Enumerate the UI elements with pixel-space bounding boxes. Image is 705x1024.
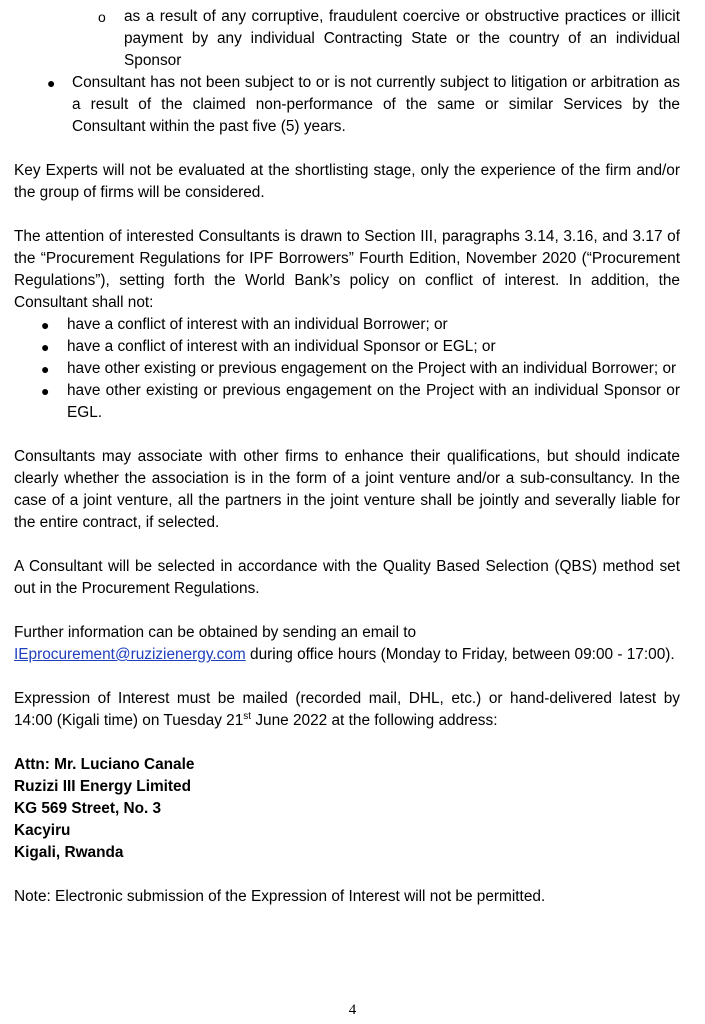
further-information-paragraph [14,644,680,666]
mailing-address [14,754,680,864]
list-item [14,336,680,358]
list-item-text: have other existing or previous engagement on the Project with an individual Borrower; or [67,360,677,377]
sub-list-item-text: as a result of any corruptive, fraudulent coercive or obstructive practices or illicit payment by any individual Contracting State or the country of an individual Sponsor [124,8,680,69]
list-item-text: have other existing or previous engagement on the Project with an individual Sponsor or EGL. [67,382,680,421]
address-line: Ruzizi III Energy Limited [14,778,192,795]
bullet-icon: ● [41,317,50,333]
office-hours-text: during office hours (Monday to Friday, between 09:00 - 17:00). [245,646,675,663]
bullet-icon: ● [41,383,50,399]
email-link[interactable]: IEprocurement@ruzizienergy.com [14,646,246,663]
bullet-icon: ● [41,361,50,377]
page-number: 4 [348,1002,357,1018]
conflict-of-interest-list [14,314,680,424]
list-item-text: have a conflict of interest with an individual Sponsor or EGL; or [67,338,496,355]
circle-bullet-icon: o [98,9,106,25]
association-paragraph: Consultants may associate with other firms to enhance their qualifications, but should indicate clearly whether the association is in the form of a joint venture and/or a sub-consultancy. In the case of a joint venture, all the partners in the joint venture shall be jointly and severally liable for the entire contract, if selected. [14,448,680,531]
list-item [14,314,680,336]
document-page [14,6,680,908]
list-item [14,358,680,380]
further-information-line: Further information can be obtained by sending an email to [14,624,417,641]
address-line: Attn: Mr. Luciano Canale [14,756,195,773]
deadline-text: Expression of Interest must be mailed (recorded mail, DHL, etc.) or hand-delivered latest by 14:00 (Kigali time) on Tuesday 21 [14,690,680,729]
date-ordinal-suffix: st [243,710,252,722]
list-item-text: have a conflict of interest with an individual Borrower; or [67,316,448,333]
list-item [14,380,680,424]
address-line: Kacyiru [14,822,71,839]
bullet-icon: ● [41,339,50,355]
selection-method-paragraph: A Consultant will be selected in accordance with the Quality Based Selection (QBS) method set out in the Procurement Regulations. [14,558,680,597]
electronic-submission-note: Note: Electronic submission of the Expression of Interest will not be permitted. [14,888,546,905]
sub-list-item [14,6,680,72]
key-experts-paragraph: Key Experts will not be evaluated at the shortlisting stage, only the experience of the firm and/or the group of firms will be considered. [14,162,680,201]
address-line: Kigali, Rwanda [14,844,124,861]
conflict-of-interest-paragraph: The attention of interested Consultants is drawn to Section III, paragraphs 3.14, 3.16, and 3.17 of the “Procurement Regulations for IPF Borrowers” Fourth Edition, November 2020 (“Procurement Regulations”), setting forth the World Bank’s policy on conflict of interest. In addition, the Consultant shall not: [14,228,680,311]
deadline-text-end: June 2022 at the following address: [251,712,498,729]
address-line: KG 569 Street, No. 3 [14,800,162,817]
eligibility-criteria-list [14,6,680,138]
list-item-text: Consultant has not been subject to or is not currently subject to litigation or arbitration as a result of the claimed non-performance of the same or similar Services by the Consultant within the past five (5) years. [72,74,680,135]
list-item [14,72,680,138]
submission-deadline-paragraph [14,688,680,732]
bullet-icon: ● [47,75,56,91]
